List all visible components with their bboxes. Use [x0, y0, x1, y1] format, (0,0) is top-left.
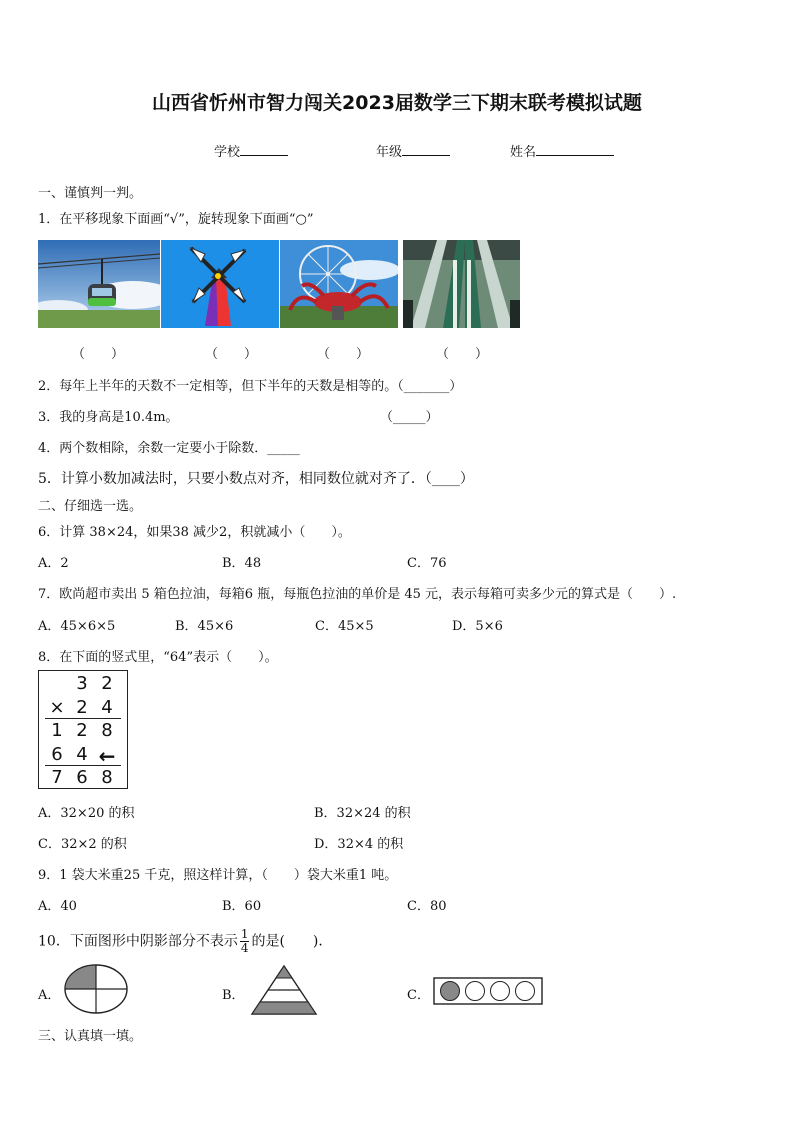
- q6-option-c[interactable]: C．76: [407, 556, 447, 571]
- school-field: [214, 141, 288, 160]
- digit-cell: 2: [76, 720, 88, 741]
- page-title: 山西省忻州市智力闯关2023届数学三下期末联考模拟试题: [152, 92, 642, 114]
- grade-label: 年级: [376, 145, 403, 160]
- question-2-answer[interactable]: （_______）: [397, 379, 463, 394]
- q10-option-a[interactable]: A．: [38, 988, 61, 1003]
- question-7: 7．欧尚超市卖出 5 箱色拉油，每箱6 瓶，每瓶色拉油的单价是 45 元，表示每箱可卖多少元的算式是（ ）.: [38, 587, 677, 602]
- digit-cell: 3: [76, 673, 88, 694]
- fraction-denominator: 4: [240, 941, 249, 955]
- digit-cell: 8: [101, 720, 113, 741]
- q8-option-d[interactable]: D．32×4 的积: [314, 837, 404, 852]
- digit-cell: 1: [51, 720, 63, 741]
- digit-cell: 4: [76, 743, 88, 765]
- answer-paren-escalator[interactable]: （ ）: [436, 347, 489, 362]
- vertical-multiplication: [38, 670, 128, 789]
- digit-cell: 7: [51, 767, 63, 788]
- digit-cell: ×: [49, 696, 65, 718]
- windmill-picture: [161, 240, 279, 328]
- digit-cell: 8: [101, 767, 113, 788]
- question-4: 4．两个数相除，余数一定要小于除数．_____: [38, 441, 300, 456]
- question-10-text-before: 10．下面图形中阴影部分不表示: [38, 933, 238, 950]
- digit-cell: 6: [51, 743, 63, 765]
- section-2-heading: 二、仔细选一选。: [38, 499, 143, 514]
- question-1: 1．在平移现象下面画“√”，旋转现象下面画“○”: [38, 212, 314, 227]
- question-10-text-after: 的是( )．: [251, 933, 333, 950]
- q9-option-c[interactable]: C．80: [407, 899, 447, 914]
- question-3-answer[interactable]: （_____）: [380, 410, 439, 425]
- q10-option-c[interactable]: C．: [407, 988, 430, 1003]
- grade-blank[interactable]: [402, 143, 450, 156]
- answer-paren-ferris-wheel[interactable]: （ ）: [317, 347, 370, 362]
- question-2-text: 2．每年上半年的天数不一定相等，但下半年的天数是相等的。: [38, 379, 398, 394]
- q6-option-a[interactable]: A．2: [38, 556, 69, 571]
- name-field: [510, 141, 614, 160]
- question-10: [38, 928, 332, 955]
- grade-field: [376, 141, 450, 160]
- q7-option-a[interactable]: A．45×6×5: [38, 619, 116, 634]
- digit-cell: 4: [101, 696, 113, 718]
- q10-option-b[interactable]: B．: [222, 988, 245, 1003]
- name-blank[interactable]: [536, 143, 614, 156]
- question-3-text: 3．我的身高是10.4m。: [38, 410, 179, 425]
- answer-paren-cable-car[interactable]: （ ）: [72, 347, 125, 362]
- four-circles-figure: [433, 977, 543, 1005]
- q8-option-c[interactable]: C．32×2 的积: [38, 837, 127, 852]
- school-label: 学校: [214, 145, 241, 160]
- fraction-numerator: 1: [240, 927, 249, 941]
- question-2: [38, 375, 462, 394]
- school-blank[interactable]: [240, 143, 288, 156]
- q7-option-c[interactable]: C．45×5: [315, 619, 374, 634]
- section-1-heading: 一、谨慎判一判。: [38, 186, 143, 201]
- question-8: 8．在下面的竖式里，“64”表示（ ）。: [38, 650, 278, 665]
- q8-option-b[interactable]: B．32×24 的积: [314, 806, 411, 821]
- digit-cell: 2: [76, 696, 88, 718]
- name-label: 姓名: [510, 145, 537, 160]
- question-6: 6．计算 38×24，如果38 减少2，积就减小（ ）。: [38, 525, 351, 540]
- question-5: 5．计算小数加减法时，只要小数点对齐，相同数位就对齐了．（____）: [38, 471, 474, 487]
- q8-option-a[interactable]: A．32×20 的积: [38, 806, 135, 821]
- fraction-one-quarter: [240, 928, 250, 955]
- q9-option-a[interactable]: A．40: [38, 899, 77, 914]
- answer-paren-windmill[interactable]: （ ）: [205, 347, 258, 362]
- digit-cell: 6: [76, 767, 88, 788]
- triangle-stripes-figure: [250, 964, 318, 1016]
- arrow-left-icon: ←: [98, 743, 116, 768]
- digit-cell: 2: [101, 673, 113, 694]
- q7-option-d[interactable]: D．5×6: [452, 619, 503, 634]
- q6-option-b[interactable]: B．48: [222, 556, 262, 571]
- question-9: 9．1 袋大米重25 千克，照这样计算，（ ）袋大米重1 吨。: [38, 868, 398, 883]
- escalator-picture: [403, 240, 520, 328]
- section-3-heading: 三、认真填一填。: [38, 1029, 143, 1044]
- q7-option-b[interactable]: B．45×6: [175, 619, 234, 634]
- oval-quarter-shaded-figure: [63, 963, 129, 1015]
- ferris-wheel-picture: [280, 240, 398, 328]
- q9-option-b[interactable]: B．60: [222, 899, 262, 914]
- cable-car-picture: [38, 240, 160, 328]
- product-line-1: [45, 718, 121, 719]
